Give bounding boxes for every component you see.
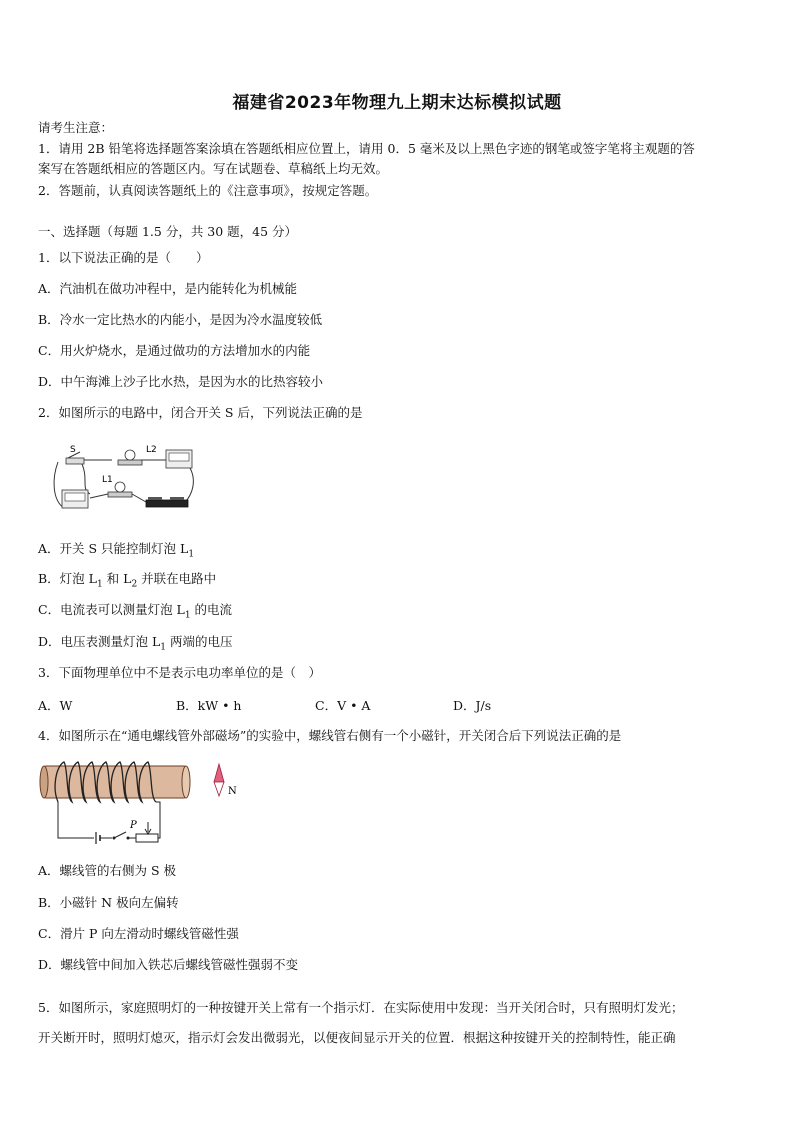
option-text: 的电流: [190, 602, 233, 617]
question-3-option-a: A．W: [38, 698, 73, 713]
question-4-stem: 4．如图所示在“通电螺线管外部磁场”的实验中，螺线管右侧有一个小磁针，开关闭合后下列说法正确的是: [38, 728, 622, 743]
page-title: 福建省2023年物理九上期末达标模拟试题: [232, 93, 562, 113]
question-1-option-d: D．中午海滩上沙子比水热，是因为水的比热容较小: [38, 374, 324, 389]
question-2-option-c: [38, 600, 758, 626]
question-2-option-d: [38, 632, 758, 658]
subscript: 1: [188, 549, 195, 560]
option-text: 并联在电路中: [137, 571, 217, 586]
section-heading: 一、选择题（每题 1.5 分，共 30 题，45 分）: [38, 224, 298, 239]
question-1-stem: 1．以下说法正确的是（ ）: [38, 250, 209, 265]
circuit-diagram: [50, 438, 200, 518]
question-4-option-a: A．螺线管的右侧为 S 极: [38, 863, 177, 878]
option-text: A．开关 S 只能控制灯泡 L: [38, 541, 189, 556]
option-text: 两端的电压: [166, 634, 233, 649]
question-2-option-a: [38, 539, 758, 565]
lamp-l2-label: L2: [146, 445, 157, 455]
question-5-line-1: 5．如图所示，家庭照明灯的一种按键开关上常有一个指示灯．在实际使用中发现：当开关闭合时，只有照明灯发光；: [38, 1000, 684, 1015]
question-4-option-d: D．螺线管中间加入铁芯后螺线管磁性强弱不变: [38, 957, 299, 972]
lamp-l1-label: L1: [102, 475, 113, 485]
notice-item-1-line-2: 案写在答题纸相应的答题区内。写在试题卷、草稿纸上均无效。: [38, 161, 389, 176]
question-3-option-b: B．kW • h: [176, 698, 242, 713]
subscript: 1: [160, 642, 167, 653]
question-4-option-b: B．小磁针 N 极向左偏转: [38, 895, 179, 910]
subscript: 1: [96, 579, 103, 590]
solenoid-diagram: [38, 758, 248, 850]
question-3-stem: 3．下面物理单位中不是表示电功率单位的是（ ）: [38, 665, 321, 680]
slider-p-label: P: [130, 820, 137, 831]
subscript: 1: [184, 610, 191, 621]
subscript: 2: [131, 579, 138, 590]
question-1-option-c: C．用火炉烧水，是通过做功的方法增加水的内能: [38, 343, 311, 358]
question-3-option-c: C．V • A: [315, 698, 371, 713]
notice-item-1-line-1: 1．请用 2B 铅笔将选择题答案涂填在答题纸相应位置上，请用 0．5 毫米及以上黑色字迹的钢笔或签字笔将主观题的答: [38, 141, 695, 156]
option-text: 和 L: [102, 571, 132, 586]
switch-label: S: [70, 445, 76, 455]
notice-item-2: 2．答题前，认真阅读答题纸上的《注意事项》，按规定答题。: [38, 183, 378, 198]
question-5-line-2: 开关断开时，照明灯熄灭，指示灯会发出微弱光，以便夜间显示开关的位置．根据这种按键开关的控制特性，能正确: [38, 1030, 676, 1045]
question-2-option-b: [38, 569, 758, 595]
question-2-stem: 2．如图所示的电路中，闭合开关 S 后，下列说法正确的是: [38, 405, 363, 420]
option-text: B．灯泡 L: [38, 571, 97, 586]
question-1-option-b: B．冷水一定比热水的内能小，是因为冷水温度较低: [38, 312, 323, 327]
notice-heading: 请考生注意：: [38, 120, 114, 135]
compass-n-label: N: [228, 786, 237, 797]
question-1-option-a: A．汽油机在做功冲程中，是内能转化为机械能: [38, 281, 298, 296]
option-text: D．电压表测量灯泡 L: [38, 634, 161, 649]
question-4-option-c: C．滑片 P 向左滑动时螺线管磁性强: [38, 926, 239, 941]
question-3-option-d: D．J/s: [453, 698, 492, 713]
option-text: C．电流表可以测量灯泡 L: [38, 602, 185, 617]
